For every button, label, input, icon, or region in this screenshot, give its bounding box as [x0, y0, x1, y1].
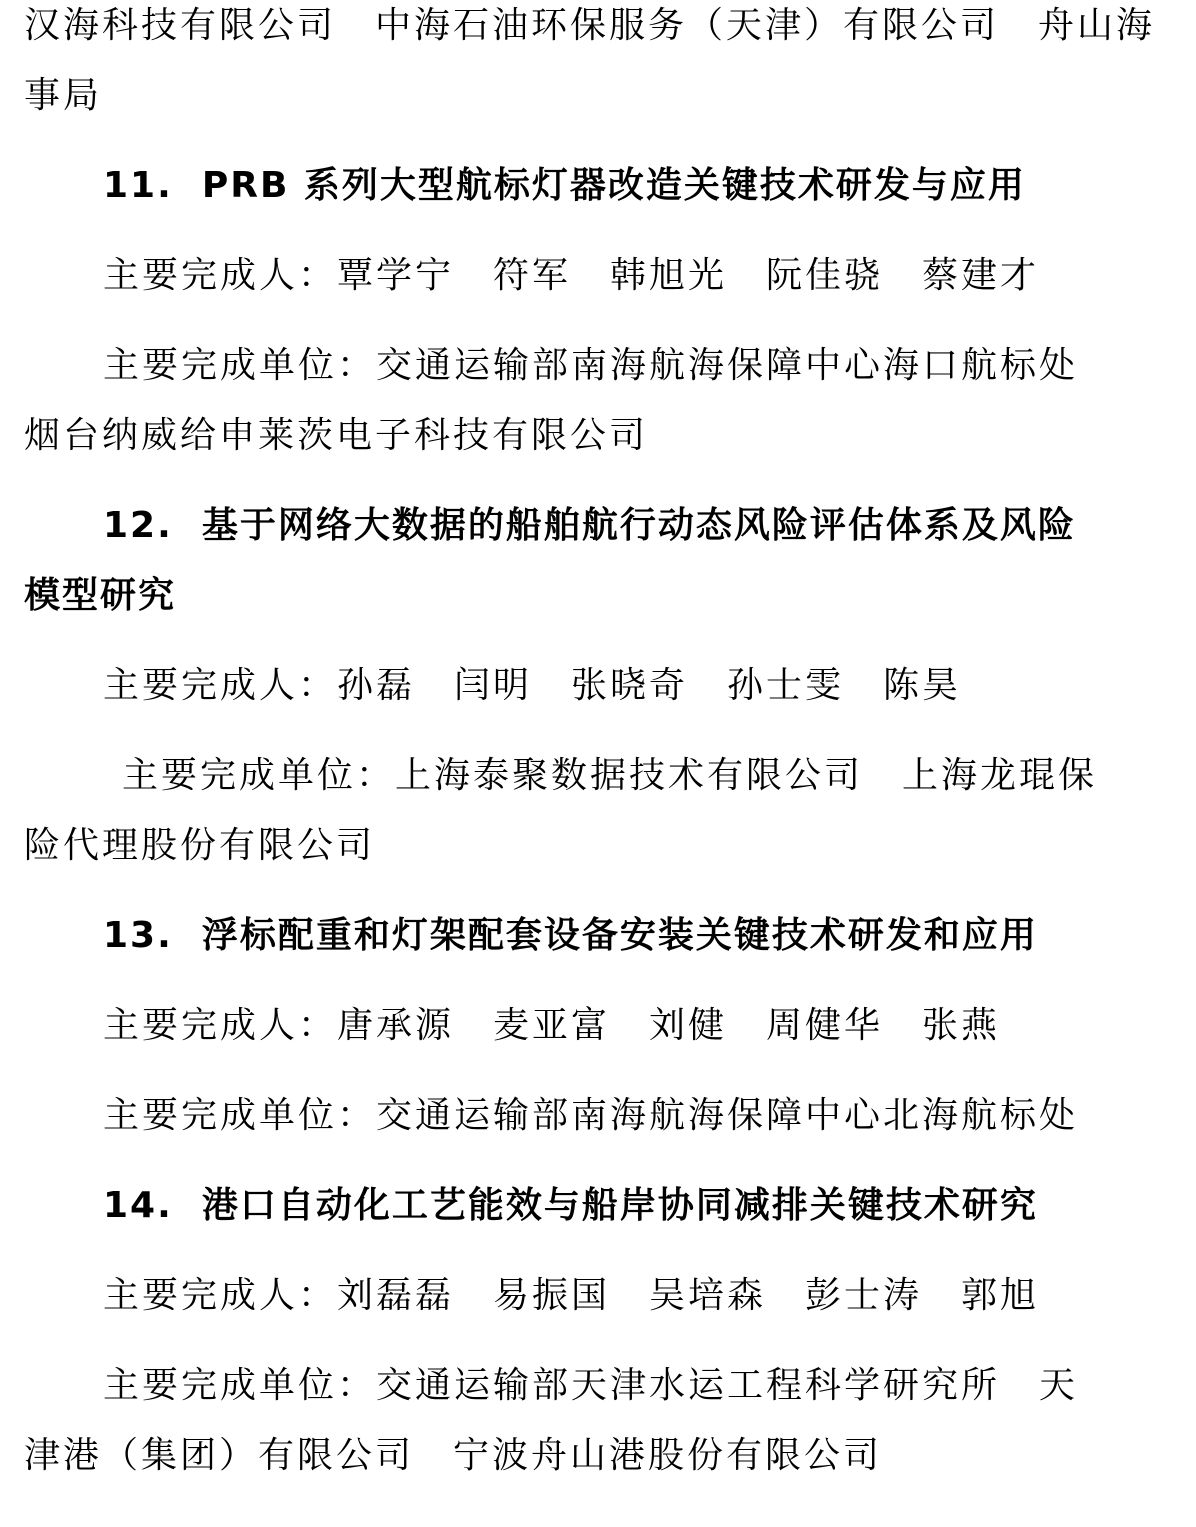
- text-line: 津港（集团）有限公司 宁波舟山港股份有限公司: [24, 1435, 883, 1476]
- text-line: 汉海科技有限公司 中海石油环保服务（天津）有限公司 舟山海: [24, 5, 1156, 46]
- item-13-units: 主要完成单位：交通运输部南海航海保障中心北海航标处: [103, 1095, 1079, 1136]
- item-13-title: 13. 浮标配重和灯架配套设备安装关键技术研发和应用: [103, 915, 1038, 956]
- item-12-persons: 主要完成人：孙磊 闫明 张晓奇 孙士雯 陈昊: [103, 665, 962, 706]
- item-12-title: 12. 基于网络大数据的船舶航行动态风险评估体系及风险: [103, 505, 1076, 546]
- item-11-units: 主要完成单位：交通运输部南海航海保障中心海口航标处: [103, 345, 1079, 386]
- item-11-title: 11. PRB 系列大型航标灯器改造关键技术研发与应用: [103, 165, 1026, 206]
- item-12-units: 主要完成单位：上海泰聚数据技术有限公司 上海龙琨保: [122, 755, 1098, 796]
- item-14-title: 14. 港口自动化工艺能效与船岸协同减排关键技术研究: [103, 1185, 1038, 1226]
- item-13-persons: 主要完成人：唐承源 麦亚富 刘健 周健华 张燕: [103, 1005, 1001, 1046]
- text-line: 险代理股份有限公司: [24, 825, 376, 866]
- text-line: 烟台纳威给申莱茨电子科技有限公司: [24, 415, 649, 456]
- item-11-persons: 主要完成人：覃学宁 符军 韩旭光 阮佳骁 蔡建才: [103, 255, 1040, 296]
- text-line: 模型研究: [24, 575, 177, 616]
- item-14-persons: 主要完成人：刘磊磊 易振国 吴培森 彭士涛 郭旭: [103, 1275, 1040, 1316]
- item-14-units: 主要完成单位：交通运输部天津水运工程科学研究所 天: [103, 1365, 1079, 1406]
- text-line: 事局: [24, 75, 103, 116]
